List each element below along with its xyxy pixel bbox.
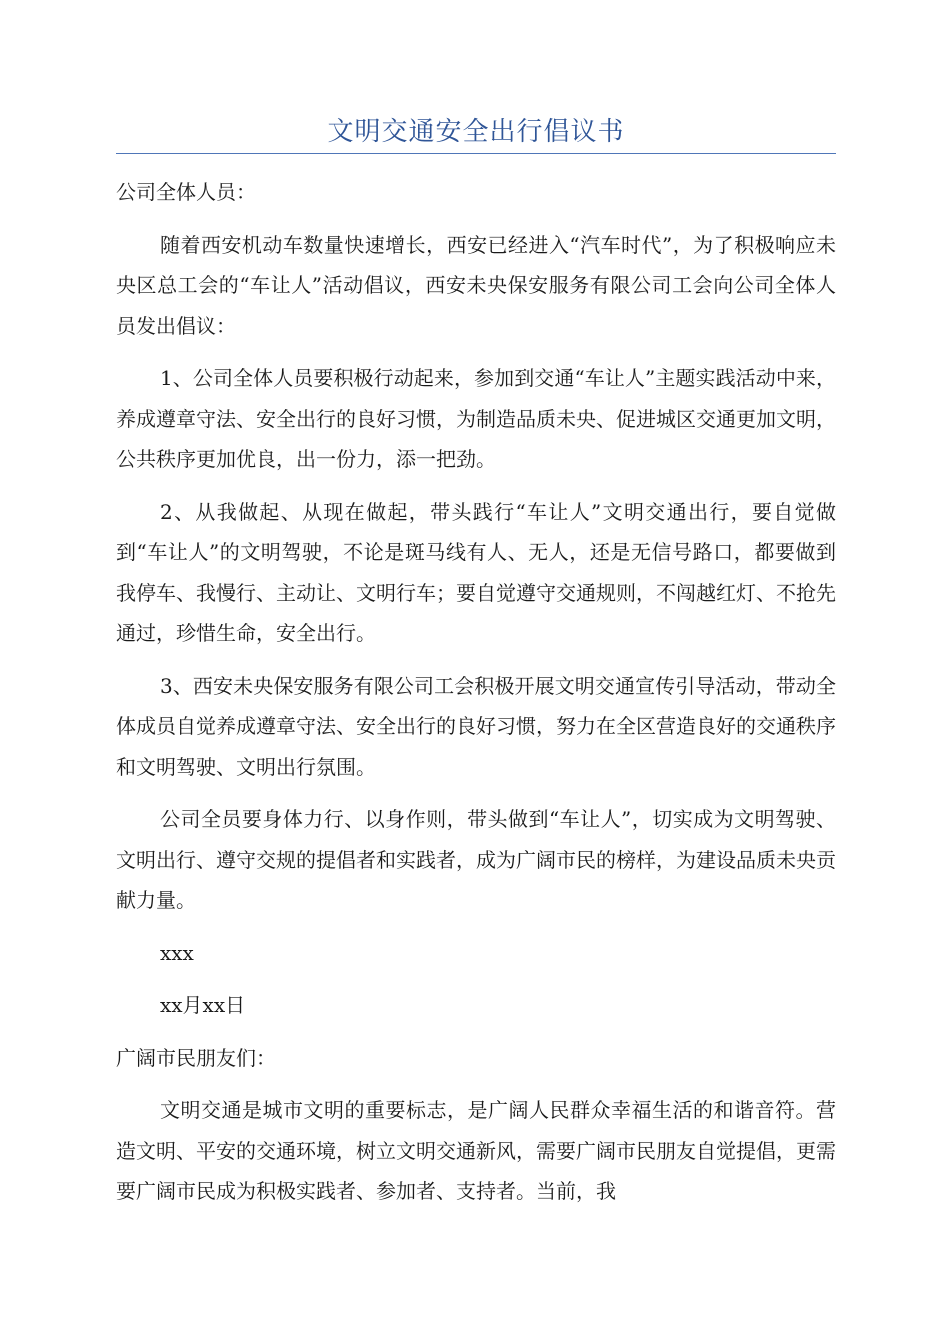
document-page: [116, 0, 836, 1344]
paragraph-closing: 公司全员要身体力行、以身作则，带头做到“车让人”，切实成为文明驾驶、文明出行、遵守交规的提倡者和实践者，成为广阔市民的榜样，为建设品质未央贡献力量。: [116, 807, 836, 912]
document-title: 文明交通安全出行倡议书: [327, 117, 625, 147]
paragraph-item-3: 3、西安未央保安服务有限公司工会积极开展文明交通宣传引导活动，带动全体成员自觉养成遵章守法、安全出行的良好习惯，努力在全区营造良好的交通秩序和文明驾驶、文明出行氛围。: [116, 673, 836, 779]
document-body: [116, 172, 836, 1224]
salutation-2: 广阔市民朋友们：: [116, 1045, 276, 1070]
paragraph-intro: 随着西安机动车数量快速增长，西安已经进入“汽车时代”，为了积极响应未央区总工会的“车让人”活动倡议，西安未央保安服务有限公司工会向公司全体人员发出倡议：: [116, 232, 836, 338]
date: xx月xx日: [160, 993, 246, 1017]
signature: xxx: [160, 940, 194, 965]
paragraph-item-2: 2、从我做起、从现在做起，带头践行“车让人”文明交通出行，要自觉做到“车让人”的文明驾驶，不论是斑马线有人、无人，还是无信号路口，都要做到我停车、我慢行、主动让、文明行车；要自觉遵守交通规则，不闯越红灯、不抢先通过，珍惜生命，安全出行。: [116, 499, 836, 645]
paragraph-second-letter: 文明交通是城市文明的重要标志，是广阔人民群众幸福生活的和谐音符。营造文明、平安的交通环境，树立文明交通新风，需要广阔市民朋友自觉提倡，更需要广阔市民成为积极实践者、参加者、支持者。当前，我: [116, 1098, 836, 1203]
paragraph-item-1: 1、公司全体人员要积极行动起来，参加到交通“车让人”主题实践活动中来，养成遵章守法、安全出行的良好习惯，为制造品质未央、促进城区交通更加文明，公共秩序更加优良，出一份力，添一把劲。: [116, 366, 836, 471]
salutation: 公司全体人员：: [116, 180, 256, 204]
title-underline: [116, 153, 836, 154]
